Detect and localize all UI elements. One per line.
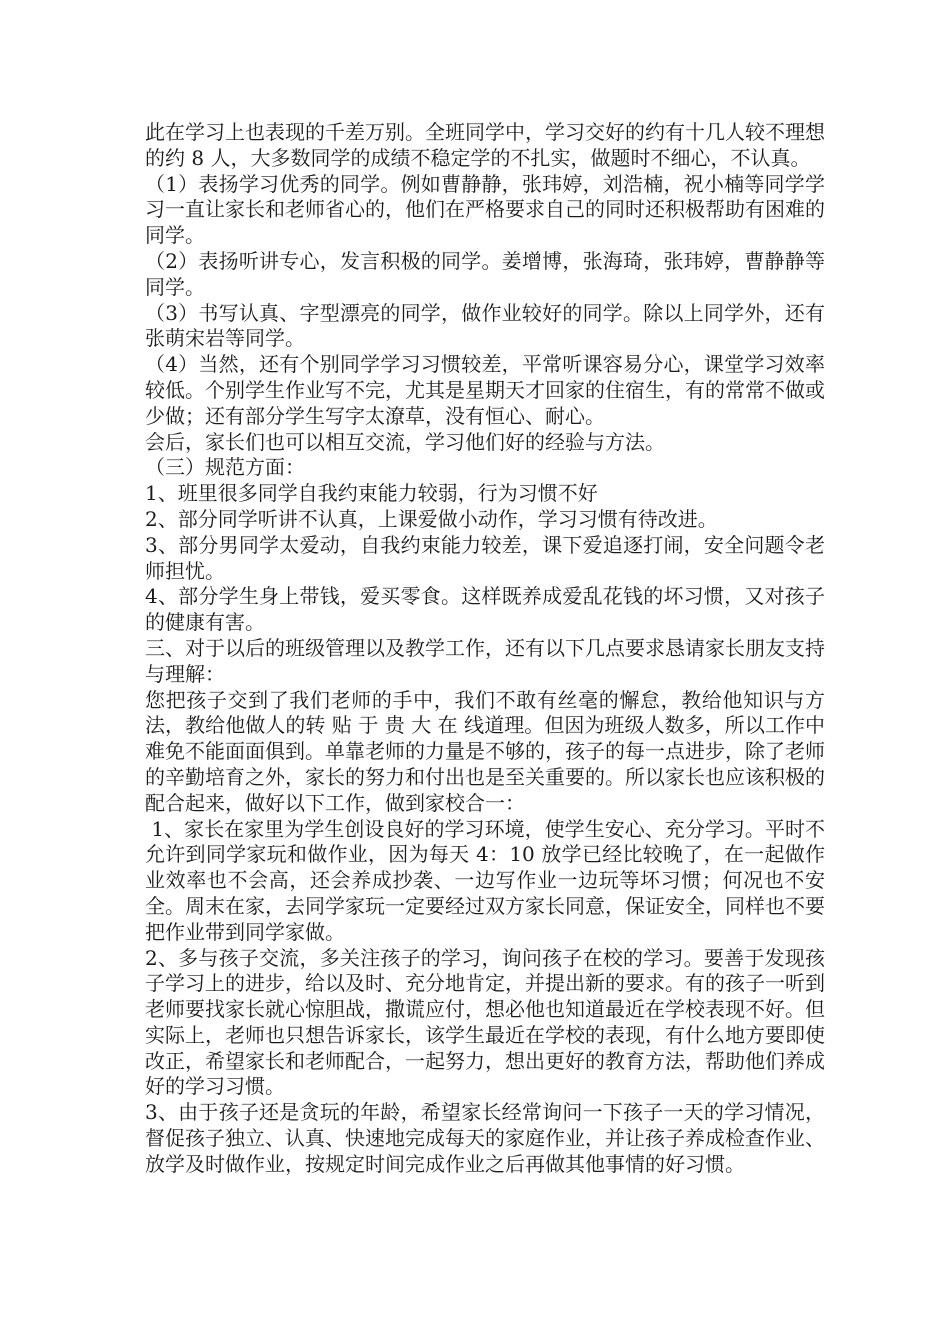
- list-item-request-3: 3、由于孩子还是贪玩的年龄，希望家长经常询问一下孩子一天的学习情况，督促孩子独立、认真、快速地完成每天的家庭作业，并让孩子养成检查作业、放学及时做作业，按规定时间完成作业之后再做其他事情的好习惯。: [145, 1100, 825, 1176]
- paragraph-poor-habits: （4）当然，还有个别同学学习习惯较差，平常听课容易分心，课堂学习效率较低。个别学生作业写不完，尤其是星期天才回家的住宿生，有的常常不做或少做；还有部分学生写字太潦草，没有恒心、耐心。: [145, 352, 825, 428]
- paragraph-after-meeting: 会后，家长们也可以相互交流，学习他们好的经验与方法。: [145, 429, 665, 454]
- list-item-request-2: 2、多与孩子交流，多关注孩子的学习，询问孩子在校的学习。要善于发现孩子学习上的进步，给以及时、充分地肯定，并提出新的要求。有的孩子一听到老师要找家长就心惊胆战，撒谎应付，想必他也知道最近在学校表现不好。但实际上，老师也只想告诉家长，该学生最近在学校的表现，有什么地方要即使改正，希望家长和老师配合，一起努力，想出更好的教育方法，帮助他们养成好的学习习惯。: [145, 945, 825, 1099]
- paragraph-praise-excellent: （1）表扬学习优秀的同学。例如曹静静，张玮婷，刘浩楠，祝小楠等同学学习一直让家长和老师省心的，他们在严格要求自己的同时还积极帮助有困难的同学。: [145, 171, 825, 248]
- list-item-discipline-2: 2、部分同学听讲不认真，上课爱做小动作，学习习惯有待改进。: [145, 506, 718, 531]
- paragraph-cooperation: 您把孩子交到了我们老师的手中，我们不敢有丝毫的懈怠，教给他知识与方法，教给他做人的转 贴 于 贵 大 在 线道理。但因为班级人数多，所以工作中难免不能面面俱到。单靠老师的力量是不够的，孩子的每一点进步，除了老师的辛勤培育之外，家长的努力和付出也是至关重要的。所以家长也应该积极的配合起来，做好以下工作，做到家校合一：: [145, 687, 825, 815]
- paragraph-praise-handwriting: （3）书写认真、字型漂亮的同学，做作业较好的同学。除以上同学外，还有张萌宋岩等同学。: [145, 300, 825, 351]
- paragraph-class-performance: 此在学习上也表现的千差万别。全班同学中，学习交好的约有十几人较不理想的约 8 人，大多数同学的成绩不稳定学的不扎实，做题时不细心，不认真。: [145, 120, 825, 170]
- list-item-request-1: 1、家长在家里为学生创设良好的学习环境，使学生安心、充分学习。平时不允许到同学家玩和做作业，因为每天 4：10 放学已经比较晚了，在一起做作业效率也不会高，还会养成抄袭、一边写作业一边玩等坏习惯；何况也不安全。周末在家，去同学家玩一定要经过双方家长同意，保证安全，同样也不要把作业带到同学家做。: [145, 816, 825, 944]
- list-item-discipline-3: 3、部分男同学太爱动，自我约束能力较差，课下爱追逐打闹，安全问题令老师担忧。: [145, 532, 825, 583]
- paragraph-praise-attentive: （2）表扬听讲专心，发言积极的同学。姜增博，张海琦，张玮婷，曹静静等同学。: [145, 248, 825, 299]
- list-item-discipline-4: 4、部分学生身上带钱，爱买零食。这样既养成爱乱花钱的坏习惯，又对孩子的健康有害。: [145, 584, 825, 635]
- list-item-discipline-1: 1、班里很多同学自我约束能力较弱，行为习惯不好: [145, 481, 598, 506]
- section-heading-requests: 三、对于以后的班级管理以及教学工作，还有以下几点要求恳请家长朋友支持与理解：: [145, 635, 825, 686]
- document-page: [145, 120, 825, 1178]
- section-heading-discipline: （三）规范方面：: [145, 455, 305, 480]
